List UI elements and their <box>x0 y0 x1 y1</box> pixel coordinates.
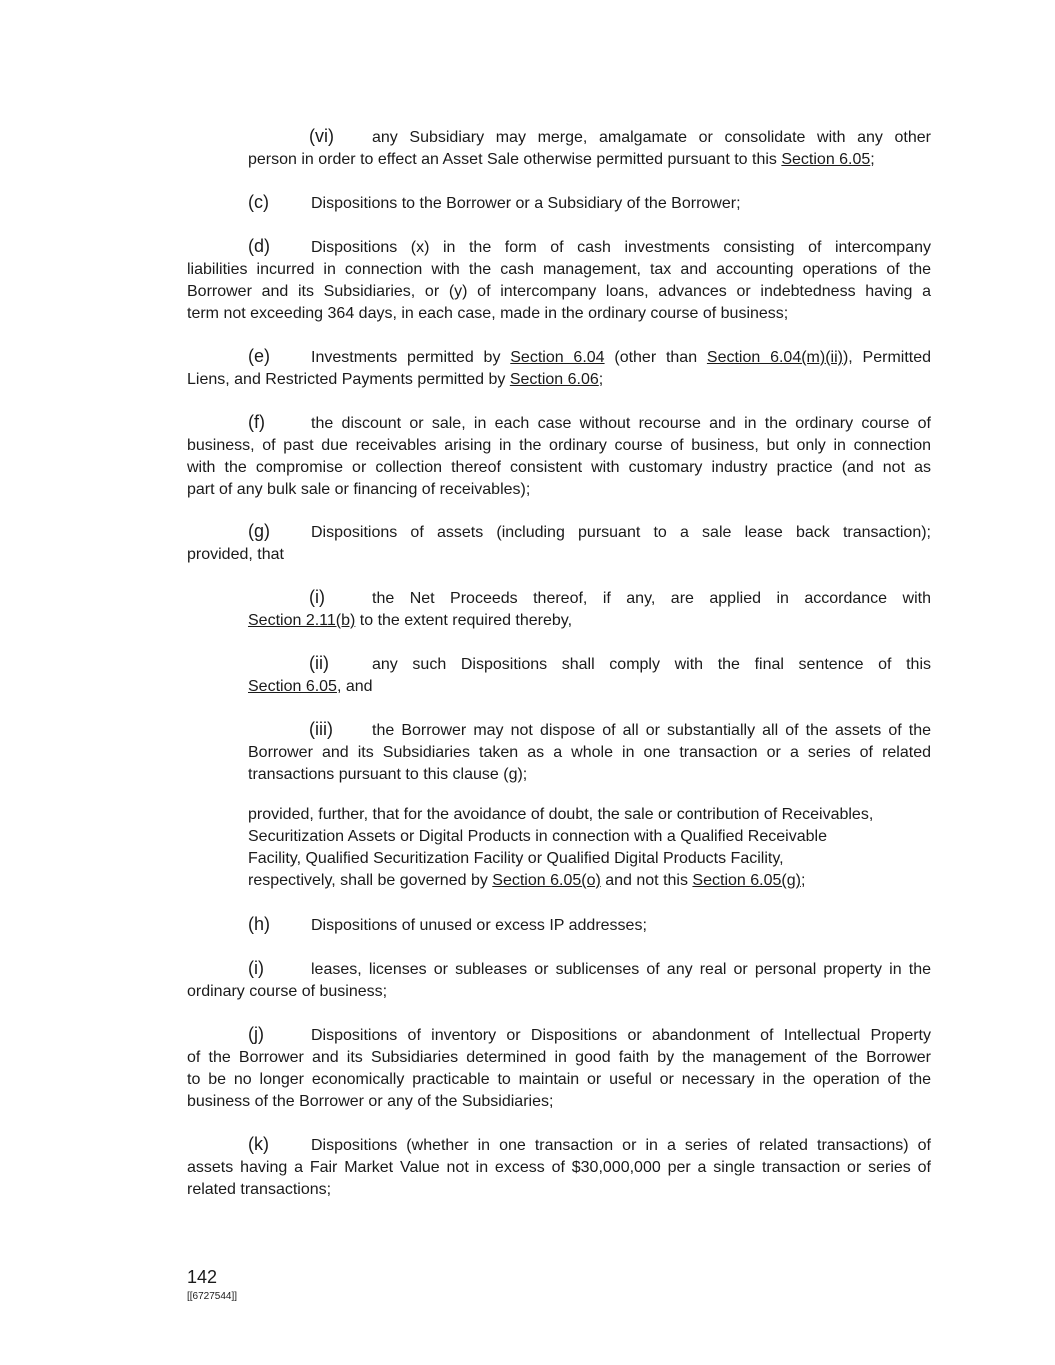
proviso-paragraph <box>248 804 931 892</box>
clause-text: the Borrower may not dispose of all or substantially all of the assets of the <box>372 722 931 739</box>
clause-label: (iii) <box>309 719 333 739</box>
clause-text: the discount or sale, in each case without recourse and in the ordinary course of <box>311 415 931 432</box>
clause-label: (k) <box>248 1134 269 1154</box>
clause-label: (f) <box>248 412 265 432</box>
clause-text: Dispositions to the Borrower or a Subsidiary of the Borrower; <box>311 195 741 212</box>
clause-text: of the Borrower and its Subsidiaries determined in good faith by the management of the Borrower <box>187 1049 931 1066</box>
clause-text: Liens, and Restricted Payments permitted by <box>187 371 510 388</box>
clause-label: (j) <box>248 1024 264 1044</box>
clause-text: any such Dispositions shall comply with the final sentence of this <box>372 656 931 673</box>
clause-text: provided, that <box>187 546 284 563</box>
clause-k <box>187 1133 931 1201</box>
clause-text: business, of past due receivables arising in the ordinary course of business, but only in connection <box>187 437 931 454</box>
clause-text: (other than <box>604 349 707 366</box>
clause-text: business of the Borrower or any of the Subsidiaries; <box>187 1093 554 1110</box>
clause-text: Dispositions of assets (including pursuant to a sale lease back transaction); <box>311 524 931 541</box>
clause-text: Dispositions of inventory or Dispositions or abandonment of Intellectual Property <box>311 1027 931 1044</box>
clause-d <box>187 235 931 325</box>
clause-text: ; <box>598 371 604 388</box>
clause-text: liabilities incurred in connection with the cash management, tax and accounting operations of the <box>187 261 931 278</box>
clause-label: (i) <box>309 587 325 607</box>
clause-text: term not exceeding 364 days, in each case, made in the ordinary course of business; <box>187 305 789 322</box>
clause-label: (vi) <box>309 126 334 146</box>
clause-j <box>187 1023 931 1113</box>
clause-h <box>187 913 931 937</box>
clause-label: (ii) <box>309 653 329 673</box>
clause-text: Facility, Qualified Securitization Facility or Qualified Digital Products Facility, <box>248 850 784 867</box>
section-reference-link[interactable]: Section 6.05(o) <box>492 872 601 889</box>
clause-g <box>187 520 931 566</box>
clause-label: (d) <box>248 236 270 256</box>
clause-e <box>187 345 931 391</box>
clause-text: related transactions; <box>187 1181 332 1198</box>
clause-text: with the compromise or collection thereof consistent with customary industry practice (and not as <box>187 459 931 476</box>
clause-text: provided, further, that for the avoidance of doubt, the sale or contribution of Receivables, <box>248 806 874 823</box>
clause-text: and not this <box>600 872 693 889</box>
clause-text: ; <box>870 151 875 168</box>
clause-text: Dispositions of unused or excess IP addresses; <box>311 917 647 934</box>
section-reference-link[interactable]: Section 6.05(g) <box>692 872 801 889</box>
clause-text: Borrower and its Subsidiaries taken as a whole in one transaction or a series of related <box>248 744 931 761</box>
clause-i <box>187 957 931 1003</box>
clause-text: transactions pursuant to this clause (g); <box>248 766 528 783</box>
clause-text: part of any bulk sale or financing of receivables); <box>187 481 531 498</box>
clause-vi <box>248 125 931 171</box>
clause-text: ordinary course of business; <box>187 983 388 1000</box>
clause-text: ), Permitted <box>842 349 932 366</box>
clause-text: ; <box>800 872 806 889</box>
clause-label: (i) <box>248 958 264 978</box>
clause-text: Dispositions (whether in one transaction or in a series of related transactions) of <box>311 1137 931 1154</box>
clause-text: to the extent required thereby, <box>355 612 573 629</box>
clause-label: (h) <box>248 914 270 934</box>
section-reference-link[interactable]: Section 6.05 <box>781 151 871 168</box>
clause-text: , and <box>336 678 373 695</box>
section-reference-link[interactable]: Section 6.04 <box>510 349 605 366</box>
clause-text: Securitization Assets or Digital Products in connection with a Qualified Receivable <box>248 828 827 845</box>
clause-text: respectively, shall be governed by <box>248 872 493 889</box>
clause-c <box>187 191 931 215</box>
clause-text: leases, licenses or subleases or sublicenses of any real or personal property in the <box>311 961 931 978</box>
clause-text: Borrower and its Subsidiaries, or (y) of intercompany loans, advances or indebtedness having a <box>187 283 931 300</box>
clause-text: any Subsidiary may merge, amalgamate or consolidate with any other <box>372 129 931 146</box>
clause-text: assets having a Fair Market Value not in excess of $30,000,000 per a single transaction or series of <box>187 1159 931 1176</box>
section-reference-link[interactable]: Section 6.06 <box>509 371 599 388</box>
clause-text: to be no longer economically practicable to maintain or useful or necessary in the operation of the <box>187 1071 931 1088</box>
clause-text: Dispositions (x) in the form of cash investments consisting of intercompany <box>311 239 931 256</box>
clause-label: (e) <box>248 346 270 366</box>
clause-g-ii <box>248 652 931 698</box>
clause-g-iii <box>248 718 931 786</box>
clause-label: (g) <box>248 521 270 541</box>
clause-text: Investments permitted by <box>311 349 511 366</box>
clause-text: person in order to effect an Asset Sale otherwise permitted pursuant to this <box>248 151 782 168</box>
page-number: 142 <box>187 1267 218 1287</box>
document-id: [[6727544]] <box>187 1291 238 1302</box>
section-reference-link[interactable]: Section 6.05 <box>248 678 337 695</box>
clause-f <box>187 411 931 501</box>
clause-text: the Net Proceeds thereof, if any, are applied in accordance with <box>372 590 931 607</box>
section-reference-link[interactable]: Section 6.04(m)(ii) <box>706 349 843 366</box>
clause-g-i <box>248 586 931 632</box>
section-reference-link[interactable]: Section 2.11(b) <box>248 612 356 629</box>
clause-label: (c) <box>248 192 269 212</box>
